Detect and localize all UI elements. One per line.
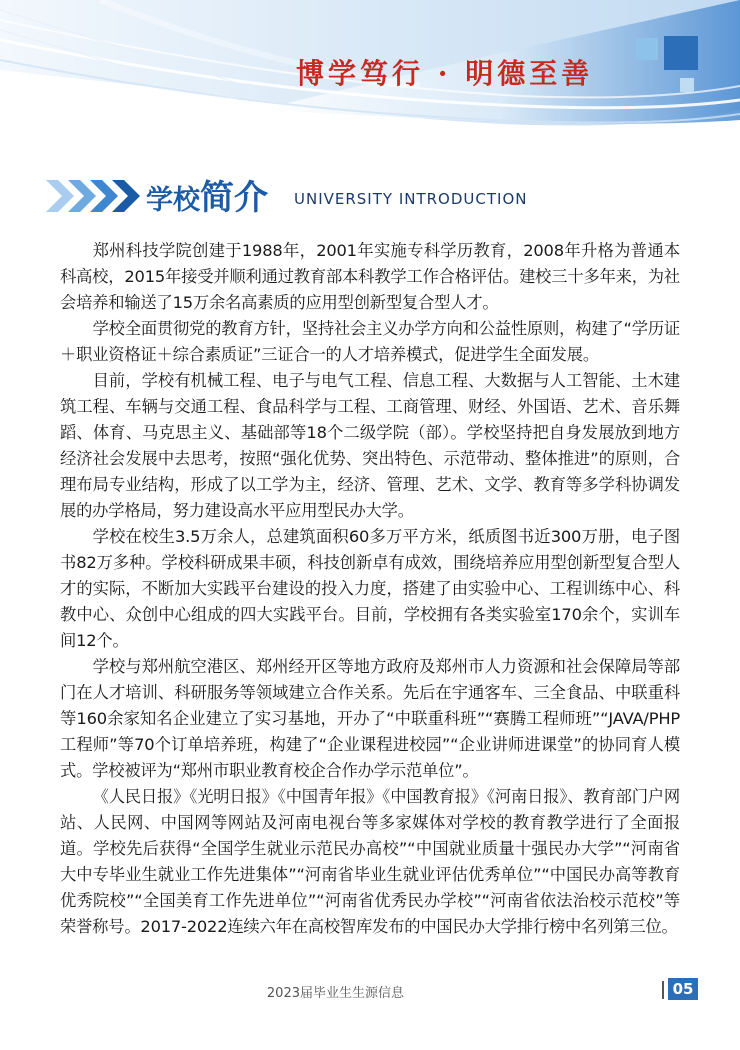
decor-square-light [636, 38, 658, 60]
section-subtitle: UNIVERSITY INTRODUCTION [294, 190, 528, 208]
decor-square-dark [664, 36, 698, 70]
paragraph-honors: 《人民日报》《光明日报》《中国青年报》《中国教育报》《河南日报》、教育部门户网站、人民网、中国网等网站及河南电视台等多家媒体对学校的教育教学进行了全面报道。学校先后获得“全国学生就业示范民办高校”“中国就业质量十强民办大学”“河南省大中专毕业生就业工作先进集体”“河南省毕业生就业评估优秀单位”“中国民办高等教育优秀院校”“全国美育工作先进单位”“河南省优秀民办学校”“河南省依法治校示范校”等荣誉称号。2017-2022连续六年在高校智库发布的中国民办大学排行榜中名列第三位。 [60, 787, 680, 936]
paragraph-cooperation: 学校与郑州航空港区、郑州经开区等地方政府及郑州市人力资源和社会保障局等部门在人才培训、科研服务等领域建立合作关系。先后在宇通客车、三全食品、中联重科等160余家知名企业建立了实习基地，开办了“中联重科班”“赛腾工程师班”“JAVA/PHP工程师”等70个订单培养班，构建了“企业课程进校园”“企业讲师进课堂”的协同育人模式。学校被评为“郑州市职业教育校企合作办学示范单位”。 [60, 657, 680, 780]
page-number: 05 [668, 978, 698, 1000]
chevron-arrows-icon [46, 176, 142, 216]
section-heading [46, 170, 696, 218]
header-motto: 博学笃行 · 明德至善 [296, 57, 594, 90]
footer-divider [662, 981, 664, 999]
paragraph-education-policy: 学校全面贯彻党的教育方针，坚持社会主义办学方向和公益性原则，构建了“学历证＋职业资格证＋综合素质证”三证合一的人才培养模式，促进学生全面发展。 [60, 319, 680, 364]
section-title-part1: 学校 [146, 185, 200, 216]
footer-text: 2023届毕业生生源信息 [266, 986, 404, 1001]
paragraph-history: 郑州科技学院创建于1988年，2001年实施专科学历教育，2008年升格为普通本科高校，2015年接受并顺利通过教育部本科教学工作合格评估。建校三十多年来，为社会培养和输送了15万余名高素质的应用型创新型复合型人才。 [60, 241, 680, 312]
header-banner [0, 0, 740, 160]
paragraph-facilities: 学校在校生3.5万余人，总建筑面积60多万平方米，纸质图书近300万册，电子图书82万多种。学校科研成果丰硕，科技创新卓有成效，围绕培养应用型创新型复合型人才的实际，不断加大实践平台建设的投入力度，搭建了由实验中心、工程训练中心、科教中心、众创中心组成的四大实践平台。目前，学校拥有各类实验室170余个，实训车间12个。 [60, 527, 680, 650]
decor-square-pale [680, 78, 694, 92]
paragraph-colleges: 目前，学校有机械工程、电子与电气工程、信息工程、大数据与人工智能、土木建筑工程、车辆与交通工程、食品科学与工程、工商管理、财经、外国语、艺术、音乐舞蹈、体育、马克思主义、基础部等18个二级学院（部）。学校坚持把自身发展放到地方经济社会发展中去思考，按照“强化优势、突出特色、示范带动、整体推进”的原则，合理布局专业结构，形成了以工学为主，经济、管理、艺术、文学、教育等多学科协调发展的办学格局，努力建设高水平应用型民办大学。 [60, 371, 680, 520]
section-title-part2: 简介 [200, 178, 268, 218]
section-title [146, 170, 268, 219]
body-text [60, 238, 680, 940]
